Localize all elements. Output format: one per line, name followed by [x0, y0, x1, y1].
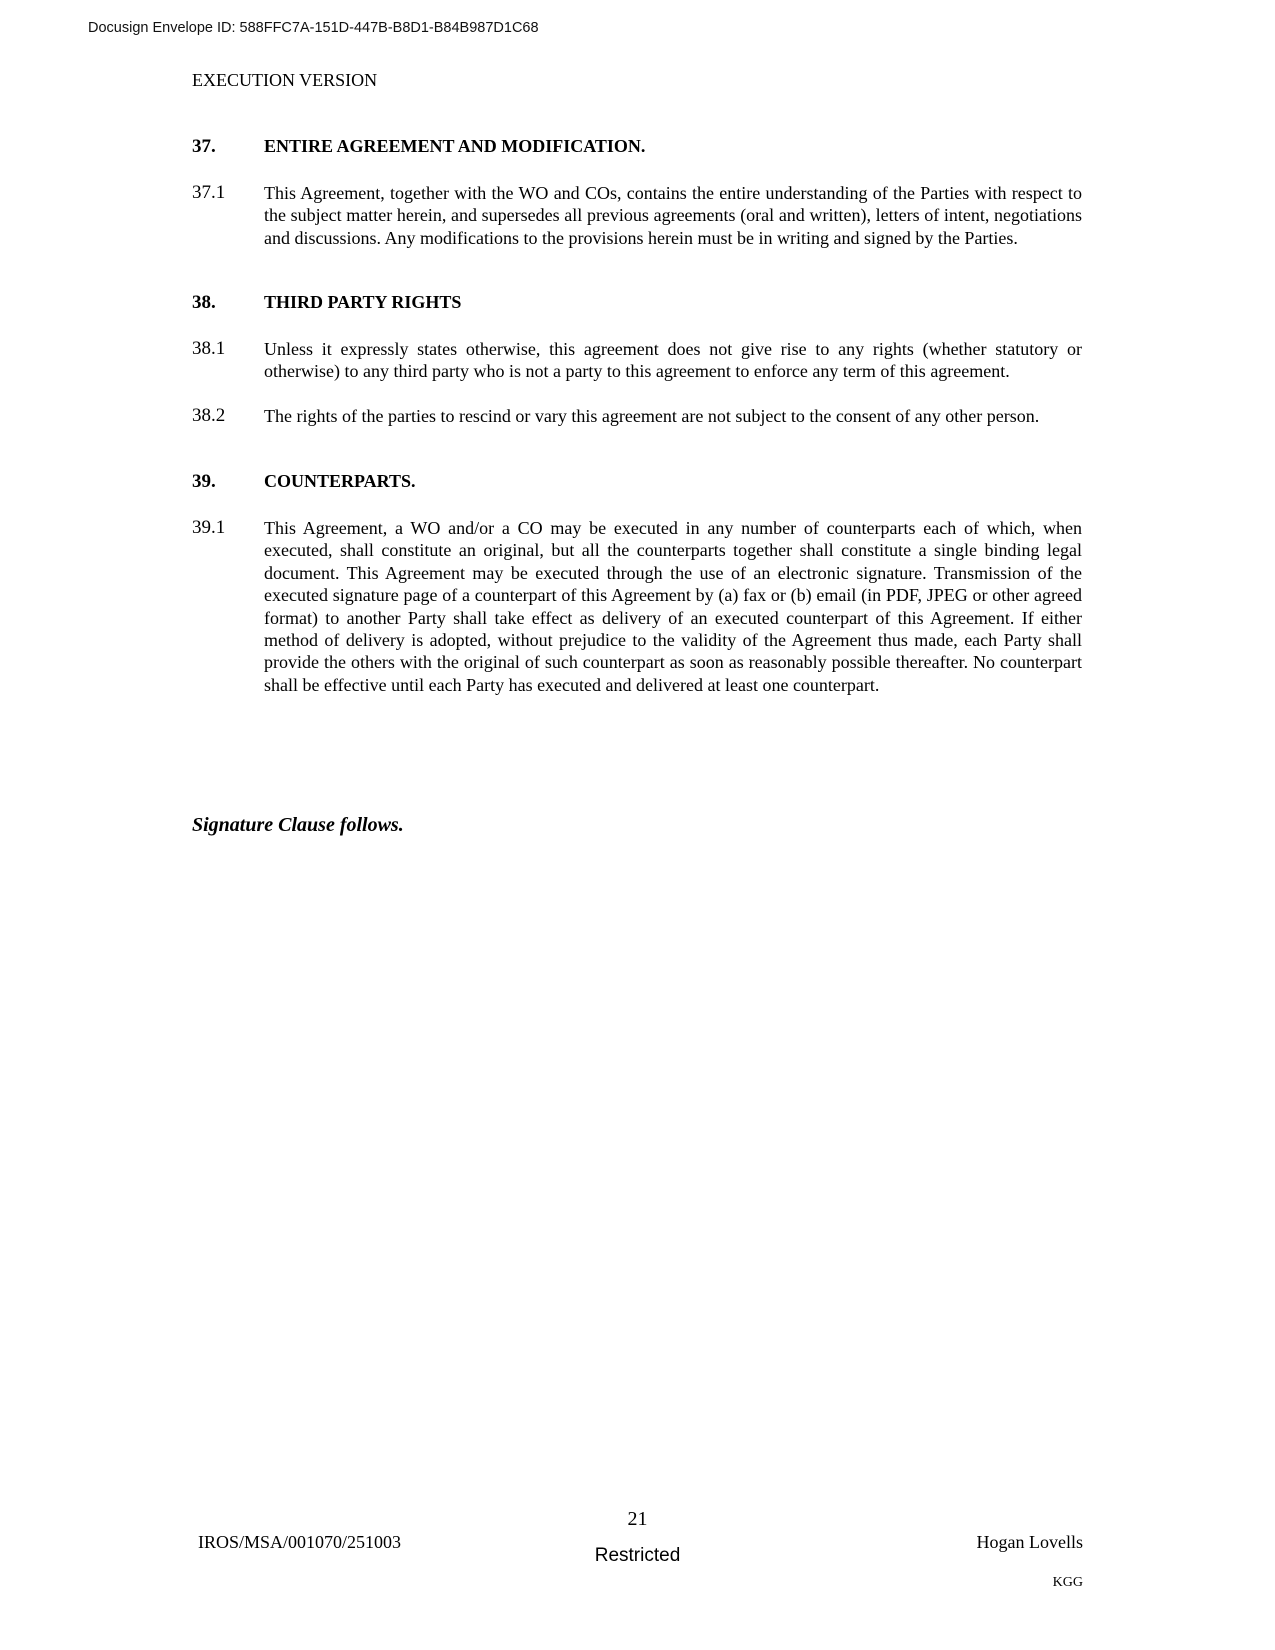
section-number: 39. [192, 471, 216, 492]
execution-version-label: EXECUTION VERSION [192, 70, 378, 90]
signature-clause-note: Signature Clause follows. [192, 814, 404, 836]
clause-number: 38.1 [192, 338, 226, 359]
clause-text: This Agreement, together with the WO and COs, contains the entire understanding of the Parties with respect to the subject matter herein, and supersedes all previous agreements (oral and written), letters of intent, negotiations and discussions. Any modifications to the provisions herein must be in writing and signed by the Parties. [264, 183, 1082, 248]
section-title: ENTIRE AGREEMENT AND MODIFICATION. [264, 136, 646, 156]
clause-text: This Agreement, a WO and/or a CO may be executed in any number of counterparts each of which, when executed, shall constitute an original, but all the counterparts together shall constitute a single binding legal document. This Agreement may be executed through the use of an electronic signature. Transmission of the executed signature page of a counterpart of this Agreement by (a) fax or (b) email (in PDF, JPEG or other agreed format) to another Party shall take effect as delivery of an executed counterpart of this Agreement. If either method of delivery is adopted, without prejudice to the validity of the Agreement thus made, each Party shall provide the others with the original of such counterpart as soon as reasonably possible thereafter. No counterpart shall be effective until each Party has executed and delivered at least one counterpart. [264, 518, 1082, 695]
clause-number: 37.1 [192, 182, 226, 203]
clause-number: 39.1 [192, 517, 226, 538]
clause-number: 38.2 [192, 405, 226, 426]
docusign-envelope-id: Docusign Envelope ID: 588FFC7A-151D-447B-B8D1-B84B987D1C68 [88, 20, 539, 36]
section-title: COUNTERPARTS. [264, 471, 416, 491]
classification-label: Restricted [594, 1545, 681, 1566]
section-title: THIRD PARTY RIGHTS [264, 292, 462, 312]
page-number: 21 [627, 1508, 648, 1530]
initials: KGG [1052, 1575, 1083, 1590]
document-reference: IROS/MSA/001070/251003 [198, 1532, 402, 1552]
firm-name: Hogan Lovells [976, 1532, 1083, 1552]
clause-text: Unless it expressly states otherwise, this agreement does not give rise to any rights (whether statutory or otherwise) to any third party who is not a party to this agreement to enforce any term of this agreement. [264, 339, 1082, 382]
clause-text: The rights of the parties to rescind or vary this agreement are not subject to the consent of any other person. [264, 406, 1040, 426]
section-number: 37. [192, 136, 216, 157]
section-number: 38. [192, 292, 216, 313]
